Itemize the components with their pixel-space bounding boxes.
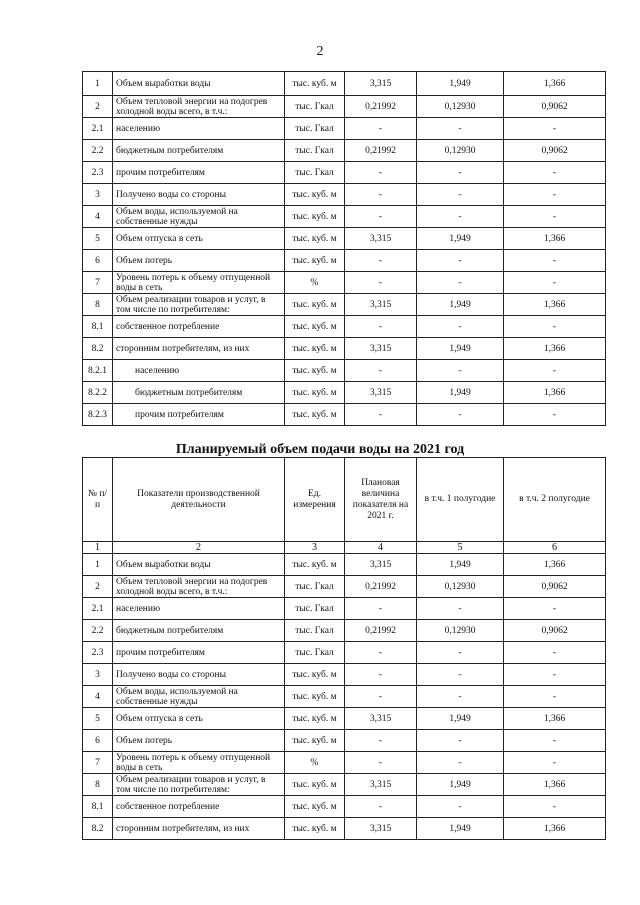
column-number: 4 <box>345 542 417 554</box>
header-plan: Плановая величина показателя на 2021 г. <box>345 458 417 542</box>
row-half1-value: - <box>417 184 504 206</box>
row-half2-value: - <box>504 316 606 338</box>
row-unit: тыс. Гкал <box>285 140 345 162</box>
row-indicator: бюджетным потребителям <box>113 140 285 162</box>
row-half1-value: - <box>417 250 504 272</box>
row-number: 4 <box>83 686 113 708</box>
row-indicator: Уровень потерь к объему отпущенной воды в сеть <box>113 272 285 294</box>
table-row <box>83 360 606 382</box>
row-plan-value: 3,315 <box>345 774 417 796</box>
row-unit: тыс. куб. м <box>285 250 345 272</box>
table-row <box>83 382 606 404</box>
row-number: 8.2 <box>83 818 113 840</box>
row-number: 5 <box>83 228 113 250</box>
row-unit: тыс. куб. м <box>285 316 345 338</box>
table-row <box>83 796 606 818</box>
row-number: 2.3 <box>83 162 113 184</box>
row-number: 2.3 <box>83 642 113 664</box>
row-half1-value: 1,949 <box>417 72 504 96</box>
row-half2-value: 1,366 <box>504 818 606 840</box>
row-plan-value: - <box>345 404 417 426</box>
row-plan-value: - <box>345 664 417 686</box>
row-plan-value: 0,21992 <box>345 620 417 642</box>
row-half1-value: 0,12930 <box>417 140 504 162</box>
table-row <box>83 642 606 664</box>
row-unit: тыс. куб. м <box>285 382 345 404</box>
row-half1-value: 0,12930 <box>417 96 504 118</box>
row-half2-value: 0,9062 <box>504 620 606 642</box>
row-plan-value: - <box>345 184 417 206</box>
row-unit: тыс. куб. м <box>285 730 345 752</box>
row-half1-value: 0,12930 <box>417 620 504 642</box>
table-row <box>83 118 606 140</box>
table-row <box>83 818 606 840</box>
table-row <box>83 140 606 162</box>
row-plan-value: - <box>345 206 417 228</box>
row-indicator: Объем воды, используемой на собственные нужды <box>113 686 285 708</box>
row-unit: % <box>285 752 345 774</box>
column-number: 2 <box>113 542 285 554</box>
row-number: 5 <box>83 708 113 730</box>
row-unit: % <box>285 272 345 294</box>
row-plan-value: 3,315 <box>345 72 417 96</box>
row-number: 8.2 <box>83 338 113 360</box>
row-half1-value: - <box>417 118 504 140</box>
row-indicator: прочим потребителям <box>113 162 285 184</box>
row-half1-value: - <box>417 360 504 382</box>
row-plan-value: - <box>345 752 417 774</box>
row-plan-value: - <box>345 642 417 664</box>
row-number: 6 <box>83 250 113 272</box>
row-indicator: населению <box>113 360 285 382</box>
row-plan-value: 3,315 <box>345 818 417 840</box>
row-plan-value: 3,315 <box>345 228 417 250</box>
table-row <box>83 228 606 250</box>
row-number: 2.2 <box>83 620 113 642</box>
row-half2-value: 0,9062 <box>504 140 606 162</box>
table-row <box>83 162 606 184</box>
row-unit: тыс. Гкал <box>285 598 345 620</box>
column-number: 6 <box>504 542 606 554</box>
row-unit: тыс. Гкал <box>285 162 345 184</box>
row-indicator: Уровень потерь к объему отпущенной воды в сеть <box>113 752 285 774</box>
row-plan-value: 0,21992 <box>345 576 417 598</box>
header-half2: в т.ч. 2 полугодие <box>504 458 606 542</box>
continued-table <box>82 71 606 426</box>
row-half1-value: - <box>417 730 504 752</box>
row-indicator: собственное потребление <box>113 316 285 338</box>
row-half1-value: - <box>417 796 504 818</box>
table-title: Планируемый объем подачи воды на 2021 год <box>175 442 465 457</box>
table-row <box>83 206 606 228</box>
row-unit: тыс. куб. м <box>285 228 345 250</box>
row-unit: тыс. Гкал <box>285 576 345 598</box>
row-plan-value: - <box>345 598 417 620</box>
row-plan-value: 3,315 <box>345 294 417 316</box>
row-half2-value: - <box>504 206 606 228</box>
row-plan-value: - <box>345 730 417 752</box>
row-number: 6 <box>83 730 113 752</box>
row-unit: тыс. куб. м <box>285 404 345 426</box>
row-number: 8.2.1 <box>83 360 113 382</box>
row-unit: тыс. Гкал <box>285 118 345 140</box>
row-number: 8.2.2 <box>83 382 113 404</box>
row-plan-value: - <box>345 316 417 338</box>
row-half1-value: - <box>417 664 504 686</box>
row-number: 3 <box>83 664 113 686</box>
table-row <box>83 316 606 338</box>
row-indicator: Получено воды со стороны <box>113 664 285 686</box>
row-plan-value: - <box>345 162 417 184</box>
table-row <box>83 72 606 96</box>
row-half1-value: 0,12930 <box>417 576 504 598</box>
row-half2-value: - <box>504 404 606 426</box>
row-unit: тыс. куб. м <box>285 774 345 796</box>
row-plan-value: - <box>345 272 417 294</box>
row-indicator: Объем тепловой энергии на подогрев холодной воды всего, в т.ч.: <box>113 96 285 118</box>
table-row <box>83 620 606 642</box>
row-half2-value: - <box>504 664 606 686</box>
row-indicator: Объем выработки воды <box>113 72 285 96</box>
row-half1-value: 1,949 <box>417 554 504 576</box>
table-row <box>83 730 606 752</box>
row-indicator: сторонним потребителям, из них <box>113 338 285 360</box>
row-plan-value: 0,21992 <box>345 140 417 162</box>
table-row <box>83 338 606 360</box>
row-half2-value: - <box>504 272 606 294</box>
row-indicator: Объем отпуска в сеть <box>113 228 285 250</box>
row-half1-value: - <box>417 162 504 184</box>
row-half2-value: 1,366 <box>504 72 606 96</box>
header-half1: в т.ч. 1 полугодие <box>417 458 504 542</box>
column-number: 1 <box>83 542 113 554</box>
table-row <box>83 708 606 730</box>
row-number: 4 <box>83 206 113 228</box>
row-plan-value: - <box>345 118 417 140</box>
row-unit: тыс. куб. м <box>285 818 345 840</box>
row-plan-value: - <box>345 360 417 382</box>
row-half1-value: 1,949 <box>417 774 504 796</box>
row-plan-value: 3,315 <box>345 382 417 404</box>
row-number: 8 <box>83 294 113 316</box>
row-half2-value: - <box>504 642 606 664</box>
row-half1-value: 1,949 <box>417 382 504 404</box>
row-indicator: бюджетным потребителям <box>113 382 285 404</box>
row-plan-value: - <box>345 250 417 272</box>
row-unit: тыс. куб. м <box>285 360 345 382</box>
header-indicator: Показатели производственной деятельности <box>113 458 285 542</box>
row-half1-value: - <box>417 404 504 426</box>
row-half1-value: - <box>417 272 504 294</box>
header-row <box>83 458 606 542</box>
row-unit: тыс. куб. м <box>285 796 345 818</box>
row-half1-value: 1,949 <box>417 294 504 316</box>
row-half2-value: - <box>504 796 606 818</box>
row-indicator: прочим потребителям <box>113 642 285 664</box>
column-number: 3 <box>285 542 345 554</box>
row-unit: тыс. куб. м <box>285 72 345 96</box>
row-half1-value: - <box>417 686 504 708</box>
row-number: 7 <box>83 752 113 774</box>
row-plan-value: 3,315 <box>345 708 417 730</box>
row-half2-value: 1,366 <box>504 228 606 250</box>
row-half2-value: - <box>504 752 606 774</box>
row-indicator: сторонним потребителям, из них <box>113 818 285 840</box>
row-unit: тыс. Гкал <box>285 96 345 118</box>
row-unit: тыс. куб. м <box>285 686 345 708</box>
row-indicator: Объем потерь <box>113 250 285 272</box>
row-half2-value: 1,366 <box>504 294 606 316</box>
row-indicator: прочим потребителям <box>113 404 285 426</box>
row-number: 8 <box>83 774 113 796</box>
row-number: 8.1 <box>83 796 113 818</box>
row-half2-value: - <box>504 686 606 708</box>
row-half2-value: - <box>504 730 606 752</box>
row-unit: тыс. Гкал <box>285 642 345 664</box>
row-indicator: населению <box>113 598 285 620</box>
row-plan-value: 3,315 <box>345 554 417 576</box>
row-number: 2 <box>83 96 113 118</box>
row-half2-value: 1,366 <box>504 382 606 404</box>
table-row <box>83 554 606 576</box>
row-unit: тыс. куб. м <box>285 554 345 576</box>
row-half2-value: - <box>504 118 606 140</box>
row-half1-value: - <box>417 598 504 620</box>
row-unit: тыс. куб. м <box>285 206 345 228</box>
row-half2-value: 1,366 <box>504 338 606 360</box>
row-number: 1 <box>83 554 113 576</box>
table-row <box>83 294 606 316</box>
row-unit: тыс. куб. м <box>285 338 345 360</box>
row-half2-value: - <box>504 184 606 206</box>
header-number: № п/п <box>83 458 113 542</box>
row-indicator: Объем реализации товаров и услуг, в том числе по потребителям: <box>113 774 285 796</box>
header-unit: Ед. измерения <box>285 458 345 542</box>
row-indicator: бюджетным потребителям <box>113 620 285 642</box>
row-half2-value: - <box>504 360 606 382</box>
row-half2-value: 1,366 <box>504 774 606 796</box>
row-plan-value: 0,21992 <box>345 96 417 118</box>
table-row <box>83 272 606 294</box>
row-number: 8.1 <box>83 316 113 338</box>
row-number: 3 <box>83 184 113 206</box>
table-row <box>83 664 606 686</box>
row-indicator: Объем тепловой энергии на подогрев холодной воды всего, в т.ч.: <box>113 576 285 598</box>
row-indicator: Получено воды со стороны <box>113 184 285 206</box>
column-number: 5 <box>417 542 504 554</box>
row-plan-value: - <box>345 796 417 818</box>
row-unit: тыс. куб. м <box>285 664 345 686</box>
row-unit: тыс. куб. м <box>285 294 345 316</box>
page-number: 2 <box>316 44 324 59</box>
table-row <box>83 774 606 796</box>
row-half2-value: - <box>504 250 606 272</box>
row-number: 2.2 <box>83 140 113 162</box>
row-half2-value: 0,9062 <box>504 576 606 598</box>
row-indicator: Объем отпуска в сеть <box>113 708 285 730</box>
row-number: 1 <box>83 72 113 96</box>
table-row <box>83 250 606 272</box>
row-number: 2 <box>83 576 113 598</box>
column-number-row <box>83 542 606 554</box>
row-half2-value: 0,9062 <box>504 96 606 118</box>
row-half1-value: - <box>417 206 504 228</box>
row-half1-value: - <box>417 316 504 338</box>
row-plan-value: 3,315 <box>345 338 417 360</box>
row-plan-value: - <box>345 686 417 708</box>
row-indicator: Объем потерь <box>113 730 285 752</box>
table-row <box>83 576 606 598</box>
row-half1-value: 1,949 <box>417 818 504 840</box>
row-number: 7 <box>83 272 113 294</box>
row-indicator: Объем реализации товаров и услуг, в том числе по потребителям: <box>113 294 285 316</box>
row-half2-value: 1,366 <box>504 708 606 730</box>
row-unit: тыс. куб. м <box>285 708 345 730</box>
table-row <box>83 598 606 620</box>
row-number: 2.1 <box>83 598 113 620</box>
row-indicator: населению <box>113 118 285 140</box>
table-row <box>83 184 606 206</box>
row-half1-value: 1,949 <box>417 228 504 250</box>
row-number: 8.2.3 <box>83 404 113 426</box>
row-indicator: Объем воды, используемой на собственные нужды <box>113 206 285 228</box>
row-half1-value: - <box>417 752 504 774</box>
table-row <box>83 752 606 774</box>
row-half1-value: 1,949 <box>417 338 504 360</box>
row-half1-value: 1,949 <box>417 708 504 730</box>
row-unit: тыс. Гкал <box>285 620 345 642</box>
table-row <box>83 96 606 118</box>
row-indicator: собственное потребление <box>113 796 285 818</box>
table-row <box>83 404 606 426</box>
row-half2-value: - <box>504 598 606 620</box>
row-indicator: Объем выработки воды <box>113 554 285 576</box>
row-half2-value: - <box>504 162 606 184</box>
table-row <box>83 686 606 708</box>
row-half2-value: 1,366 <box>504 554 606 576</box>
row-unit: тыс. куб. м <box>285 184 345 206</box>
row-number: 2.1 <box>83 118 113 140</box>
plan-table <box>82 457 606 840</box>
row-half1-value: - <box>417 642 504 664</box>
